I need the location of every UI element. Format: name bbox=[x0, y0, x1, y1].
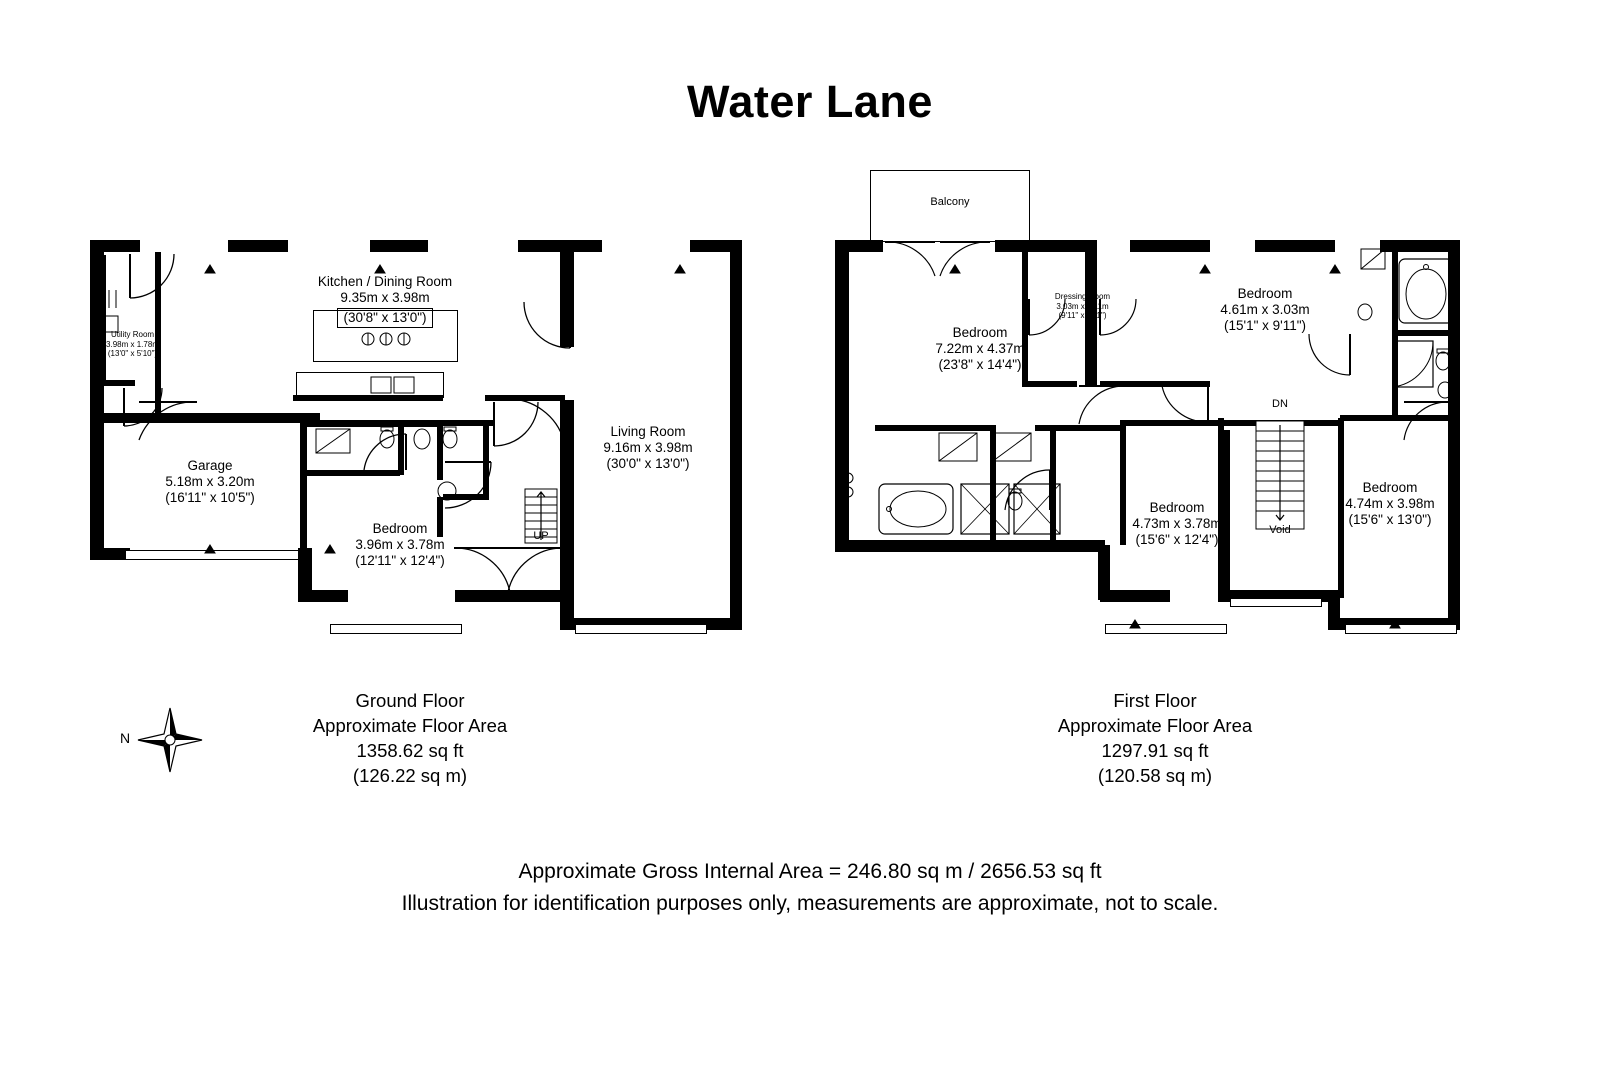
room-metric: 4.74m x 3.98m bbox=[1345, 496, 1435, 511]
caption-line: Approximate Floor Area bbox=[1057, 715, 1253, 736]
room-imperial: (15'6" x 12'4") bbox=[1135, 532, 1219, 547]
room-name: Bedroom bbox=[1149, 500, 1205, 515]
room-name: Bedroom bbox=[952, 325, 1008, 340]
room-imperial: (23'8" x 14'4") bbox=[938, 357, 1022, 372]
footer-area-line: Approximate Gross Internal Area = 246.80 sq m / 2656.53 sq ft bbox=[518, 860, 1102, 883]
stair-up-label: UP bbox=[533, 530, 549, 542]
first-floor-caption bbox=[945, 688, 1365, 788]
room-name: Bedroom bbox=[1237, 286, 1293, 301]
compass-north-label: N bbox=[120, 730, 131, 746]
caption-line: (126.22 sq m) bbox=[352, 765, 468, 786]
room-name: Garage bbox=[187, 458, 233, 473]
room-name: Utility Room bbox=[110, 330, 155, 339]
stair-dn-label: DN bbox=[1272, 398, 1288, 410]
room-metric: 7.22m x 4.37m bbox=[935, 341, 1025, 356]
room-metric: 5.18m x 3.20m bbox=[165, 474, 255, 489]
room-imperial: (9'11" x 6'11") bbox=[1058, 311, 1107, 320]
room-metric: 3.96m x 3.78m bbox=[355, 537, 445, 552]
room-imperial: (12'11" x 12'4") bbox=[355, 553, 445, 568]
footer-disclaimer: Illustration for identification purposes only, measurements are approximate, not to scale. bbox=[401, 892, 1219, 915]
room-metric: 9.16m x 3.98m bbox=[603, 440, 693, 455]
room-metric: 4.61m x 3.03m bbox=[1220, 302, 1310, 317]
room-metric: 4.73m x 3.78m bbox=[1132, 516, 1222, 531]
room-name: Bedroom bbox=[372, 521, 428, 536]
room-name: Bedroom bbox=[1362, 480, 1418, 495]
first-floor-plan bbox=[800, 0, 1620, 680]
room-name: Dressing Room bbox=[1054, 292, 1111, 301]
direction-ticks bbox=[90, 240, 750, 640]
room-metric: 3.03m x 2.11m bbox=[1056, 301, 1109, 311]
room-imperial: (15'1" x 9'11") bbox=[1223, 318, 1307, 333]
ground-floor-plan bbox=[0, 0, 800, 680]
room-imperial: (13'0" x 5'10") bbox=[107, 349, 158, 358]
room-name: Kitchen / Dining Room bbox=[317, 274, 453, 289]
caption-line: First Floor bbox=[1113, 690, 1197, 711]
room-imperial: (16'11" x 10'5") bbox=[165, 490, 255, 505]
void-label: Void bbox=[1269, 524, 1291, 536]
caption-line: (120.58 sq m) bbox=[1097, 765, 1213, 786]
caption-line: 1358.62 sq ft bbox=[356, 740, 464, 761]
room-name: Living Room bbox=[610, 424, 686, 439]
room-imperial: (30'8" x 13'0") bbox=[337, 308, 432, 328]
ground-floor-caption bbox=[200, 688, 620, 788]
room-metric: 3.98m x 1.78m bbox=[106, 339, 159, 349]
caption-line: Ground Floor bbox=[355, 690, 465, 711]
room-imperial: (30'0" x 13'0") bbox=[606, 456, 690, 471]
page-title: Water Lane bbox=[687, 76, 933, 127]
direction-ticks bbox=[835, 240, 1475, 640]
room-imperial: (15'6" x 13'0") bbox=[1348, 512, 1432, 527]
room-metric: 9.35m x 3.98m bbox=[340, 290, 430, 305]
caption-line: Approximate Floor Area bbox=[312, 715, 508, 736]
caption-line: 1297.91 sq ft bbox=[1101, 740, 1209, 761]
balcony-label: Balcony bbox=[930, 196, 970, 208]
